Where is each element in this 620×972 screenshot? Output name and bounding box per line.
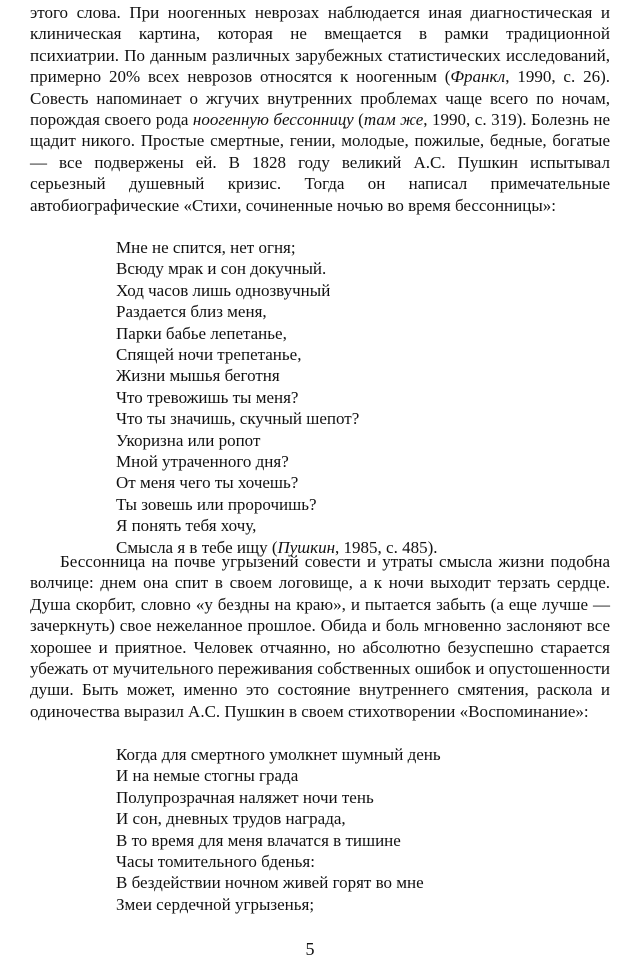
paragraph-text: Бессонница на почве угрызений совести и утраты смысла жизни подобна волчице: днем она спит в своем логовище, а к ночи выходит терзать сердце. Душа скорбит, словно «у бездны на краю», и пытается забыть (а еще лучше — зачеркнуть) свое нежеланное прошлое. Обида и боль мгновенно заслоняют все хорошее и приятное. Человек отчаянно, но абсолютно безуспешно старается убежать от мучительного переживания собственных ошибок и опустошенности души. Быть может, именно это состояние внутреннего смятения, раскола и одиночества выразил А.С. Пушкин в своем стихотворении «Воспоминание»: xyxy=(30,552,610,721)
poem-line: Ход часов лишь однозвучный xyxy=(116,280,331,300)
poem-line-text: Смысла я в тебе ищу ( xyxy=(116,537,278,557)
poem-line: Часы томительного бденья: xyxy=(116,852,315,872)
poem-remembrance xyxy=(116,744,596,915)
poem-line: Мной утраченного дня? xyxy=(116,452,289,472)
poem-line: В бездействии ночном живей горят во мне xyxy=(116,873,424,893)
citation-author: Франкл xyxy=(450,67,506,87)
poem-line: И сон, дневных трудов награда, xyxy=(116,809,346,829)
paragraph-text: ( xyxy=(353,110,364,130)
poem-line: Когда для смертного умолкнет шумный день xyxy=(116,745,441,764)
paragraph-intro xyxy=(30,2,610,216)
poem-line: Что тревожишь ты меня? xyxy=(116,387,299,407)
paragraph-text: , 1990, с. 319). Болезнь не щадит никого. Простые смертные, гении, молодые, пожилые, бедные, богатые — все подвержены ей. В 1828 году великий А.С. Пушкин испытывал серьезный душевный кризис. Тогда он написал примечательные автобиографические «Стихи, сочиненные ночью во время бессонницы»: xyxy=(30,110,610,215)
citation-ibid: там же xyxy=(363,110,424,130)
poem-line: Полупрозрачная наляжет ночи тень xyxy=(116,787,374,807)
poem-line: В то время для меня влачатся в тишине xyxy=(116,830,401,850)
poem-line: Я понять тебя хочу, xyxy=(116,516,257,536)
poem-line: Ты зовешь или пророчишь? xyxy=(116,494,317,514)
poem-line: Спящей ночи трепетанье, xyxy=(116,345,302,365)
paragraph-insomnia xyxy=(30,551,610,722)
poem-line: Парки бабье лепетанье, xyxy=(116,323,287,343)
citation-author: Пушкин xyxy=(277,537,336,557)
poem-line: И на немые стогны града xyxy=(116,766,299,786)
emphasis-term: ноогенную бессонницу xyxy=(192,110,354,130)
poem-line: Раздается близ меня, xyxy=(116,302,267,322)
paragraph-text: , 1990, с. 26). Совесть напоминает о жгучих внутренних проблемах чаще всего по ночам, порождая своего рода xyxy=(30,67,610,130)
poem-line: Что ты значишь, скучный шепот? xyxy=(116,409,360,429)
poem-insomnia xyxy=(116,237,596,558)
page-number: 5 xyxy=(305,939,315,959)
poem-line: Змеи сердечной угрызенья; xyxy=(116,894,315,914)
poem-line: Жизни мышья беготня xyxy=(116,366,280,386)
poem-line: От меня чего ты хочешь? xyxy=(116,473,299,493)
citation-rest: , 1985, с. 485). xyxy=(335,537,438,557)
poem-line: Мне не спится, нет огня; xyxy=(116,238,296,257)
poem-line: Всюду мрак и сон докучный. xyxy=(116,259,327,279)
poem-line: Укоризна или ропот xyxy=(116,430,261,450)
paragraph-text: этого слова. При ноогенных неврозах наблюдается иная диагностическая и клиническая картина, которая не вмещается в рамки традиционной психиатрии. По данным различных зарубежных статистических исследований, примерно 20% всех неврозов относятся к ноогенным ( xyxy=(30,3,610,87)
